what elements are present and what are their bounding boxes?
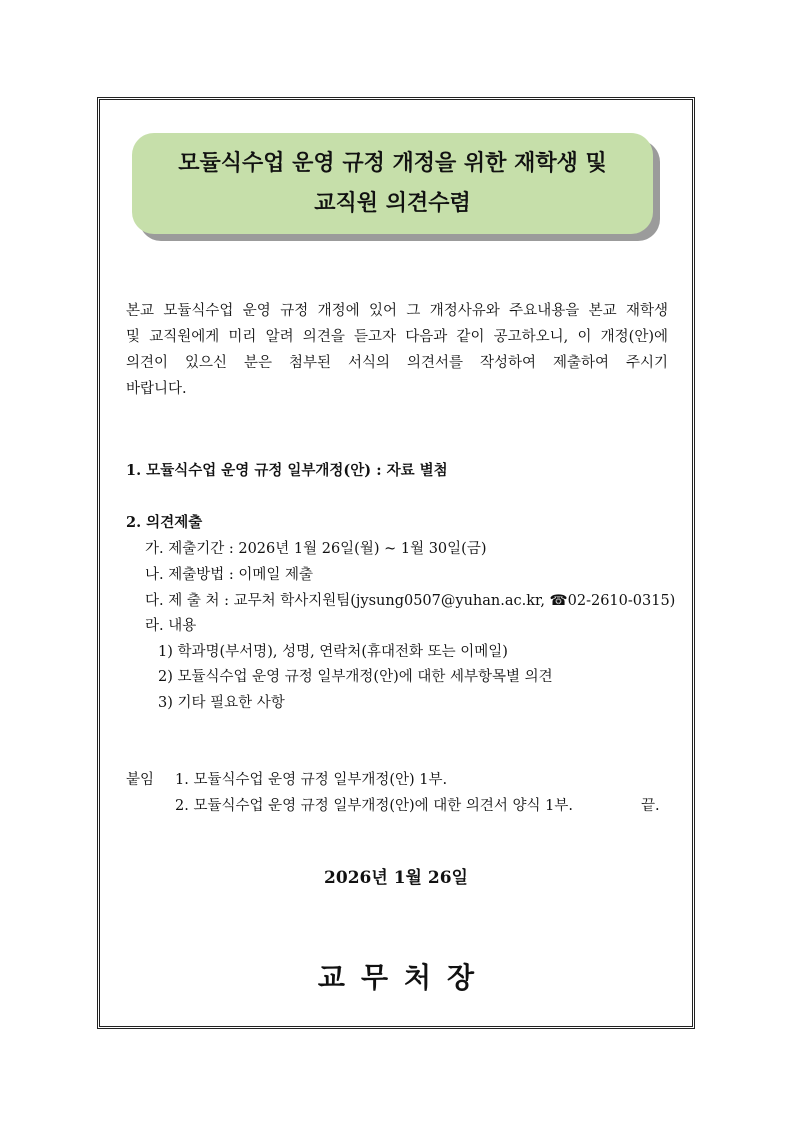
submission-method: 나. 제출방법 : 이메일 제출 <box>145 567 314 583</box>
end-mark: 끝. <box>641 798 660 814</box>
submission-destination: 다. 제 출 처 : 교무처 학사지원팀(jysung0507@yuhan.ac.kr, ☎02-2610-0315) <box>145 593 676 609</box>
section-2-heading: 2. 의견제출 <box>126 514 203 531</box>
attachment-item: 1. 모듈식수업 운영 규정 일부개정(안) 1부. <box>175 772 448 788</box>
intro-line: 및 교직원에게 미리 알려 의견을 듣고자 다음과 같이 공고하오니, 이 개정(안)에 <box>126 329 668 345</box>
submission-period: 가. 제출기간 : 2026년 1월 26일(월) ~ 1월 30일(금) <box>145 541 487 557</box>
intro-line: 의견이 있으신 분은 첨부된 서식의 의견서를 작성하여 제출하여 주시기 <box>126 355 668 371</box>
attachment-label: 붙임 <box>126 772 155 788</box>
section-1: 1. 모듈식수업 운영 규정 일부개정(안) : 자료 별첨 <box>126 462 448 479</box>
title-box <box>132 133 653 234</box>
signature: 교무처장 <box>317 961 491 994</box>
title-line-2: 교직원 의견수렴 <box>314 190 471 216</box>
title-line-1: 모듈식수업 운영 규정 개정을 위한 재학생 및 <box>178 150 607 176</box>
content-item: 3) 기타 필요한 사항 <box>158 695 285 711</box>
document-date: 2026년 1월 26일 <box>324 868 468 888</box>
intro-line: 본교 모듈식수업 운영 규정 개정에 있어 그 개정사유와 주요내용을 본교 재학생 <box>126 303 668 319</box>
content-item: 1) 학과명(부서명), 성명, 연락처(휴대전화 또는 이메일) <box>158 644 508 660</box>
intro-paragraph <box>126 298 668 402</box>
intro-line: 바랍니다. <box>126 381 187 397</box>
content-item: 2) 모듈식수업 운영 규정 일부개정(안)에 대한 세부항목별 의견 <box>158 669 553 685</box>
content-heading: 라. 내용 <box>145 618 197 634</box>
attachment-item: 2. 모듈식수업 운영 규정 일부개정(안)에 대한 의견서 양식 1부. <box>175 798 574 814</box>
